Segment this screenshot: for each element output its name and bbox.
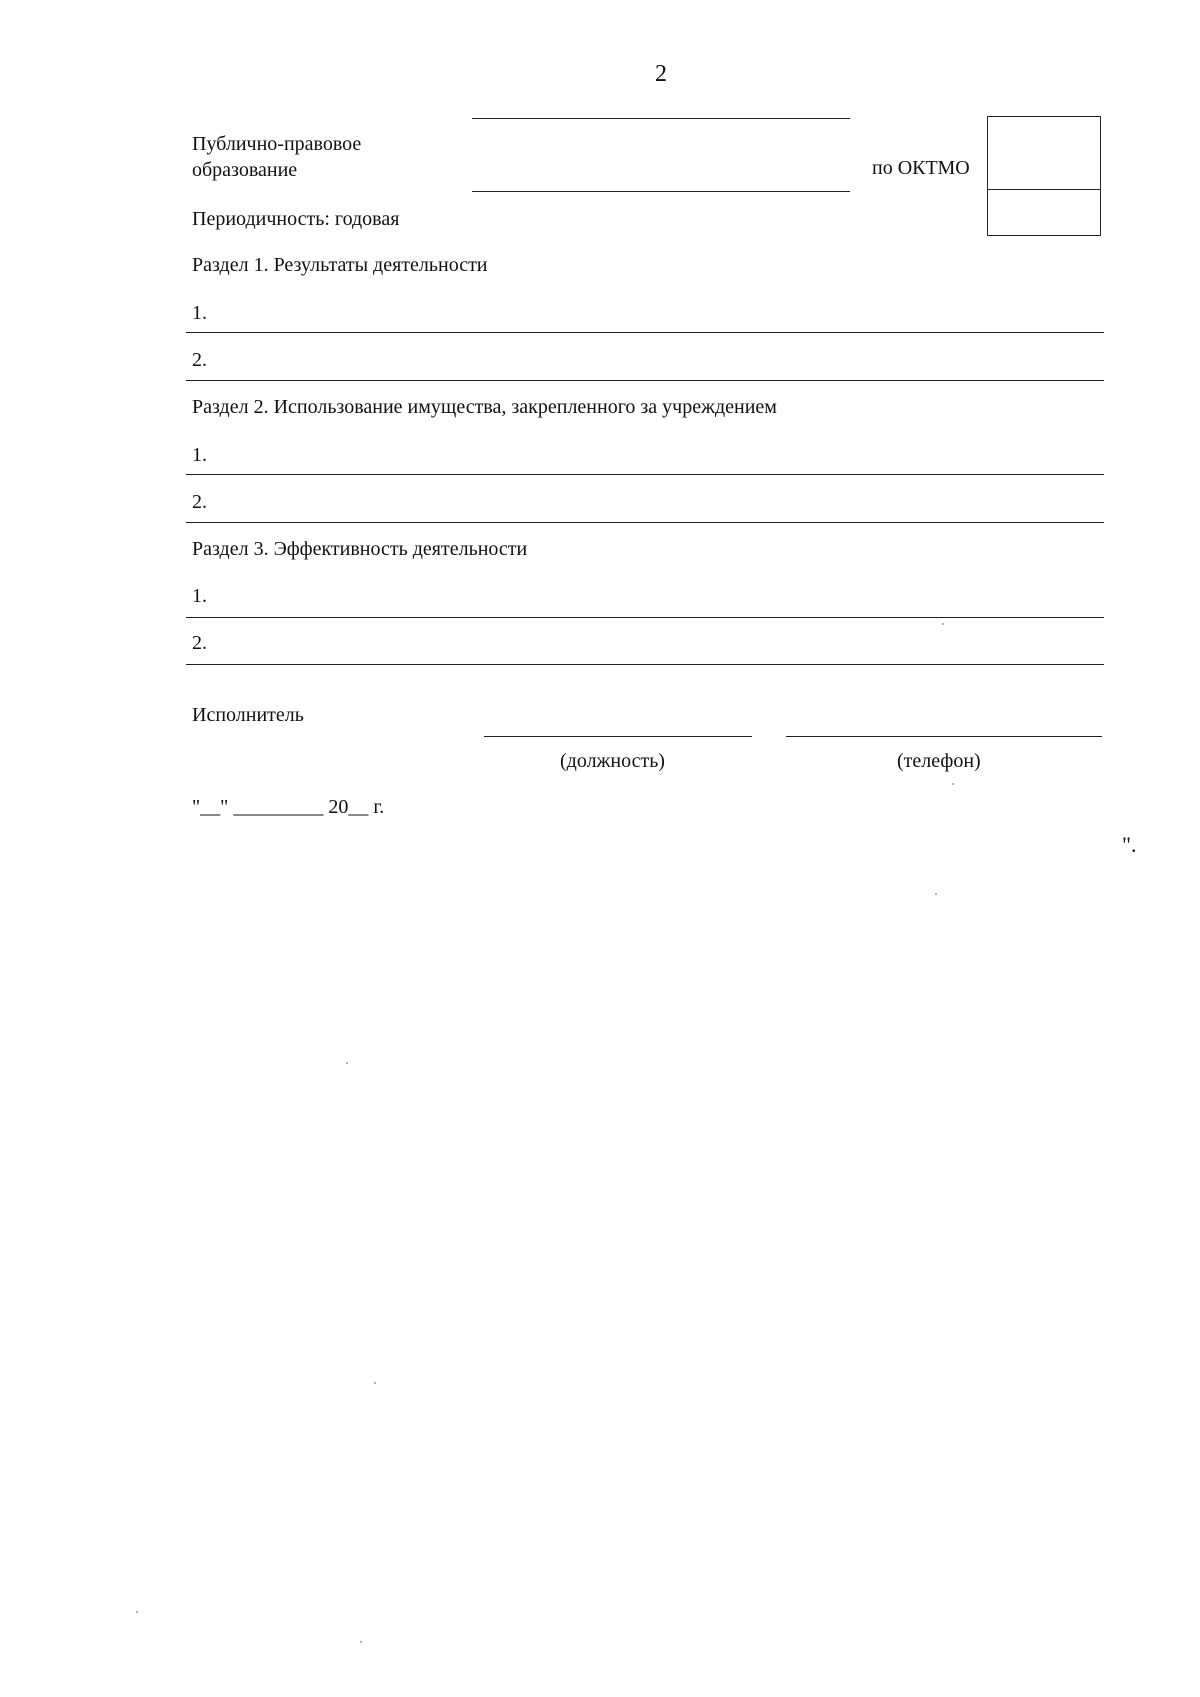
page-number: 2	[655, 61, 667, 87]
executor-label: Исполнитель	[192, 704, 304, 726]
scan-speck	[935, 893, 937, 895]
section-2-item-2-line[interactable]	[186, 522, 1104, 523]
oktmo-box-divider	[988, 189, 1100, 190]
section-2-item-2-number: 2.	[192, 491, 207, 513]
phone-signature-line[interactable]	[786, 736, 1102, 737]
section-2-item-1-line[interactable]	[186, 474, 1104, 475]
closing-quote: ".	[1122, 832, 1137, 857]
section-1-item-1-number: 1.	[192, 302, 207, 324]
section-2-title: Раздел 2. Использование имущества, закрепленного за учреждением	[192, 396, 777, 418]
oktmo-code-box[interactable]	[987, 116, 1101, 236]
phone-caption: (телефон)	[897, 750, 981, 772]
section-3-item-2-line[interactable]	[186, 664, 1104, 665]
scan-speck	[360, 1641, 362, 1643]
scan-speck	[942, 623, 944, 625]
section-1-item-1-line[interactable]	[186, 332, 1104, 333]
section-3-title: Раздел 3. Эффективность деятельности	[192, 538, 528, 560]
entity-label-line2: образование	[192, 159, 298, 181]
section-3-item-2-number: 2.	[192, 632, 207, 654]
scan-speck	[346, 1062, 348, 1064]
section-1-title: Раздел 1. Результаты деятельности	[192, 254, 488, 276]
entity-label-line1: Публично-правовое	[192, 133, 362, 155]
position-signature-line[interactable]	[484, 736, 752, 737]
section-2-item-1-number: 1.	[192, 444, 207, 466]
section-1-item-2-number: 2.	[192, 349, 207, 371]
section-1-item-2-line[interactable]	[186, 380, 1104, 381]
scan-speck	[136, 1611, 138, 1613]
scan-speck	[374, 1382, 376, 1384]
position-caption: (должность)	[560, 750, 665, 772]
entity-top-line	[472, 118, 850, 119]
oktmo-label: по ОКТМО	[872, 157, 970, 179]
periodicity-label: Периодичность: годовая	[192, 208, 400, 230]
section-3-item-1-line[interactable]	[186, 617, 1104, 618]
section-3-item-1-number: 1.	[192, 585, 207, 607]
scan-speck	[952, 783, 954, 785]
entity-name-field[interactable]	[472, 191, 850, 192]
date-line: "__" _________ 20__ г.	[192, 796, 385, 818]
